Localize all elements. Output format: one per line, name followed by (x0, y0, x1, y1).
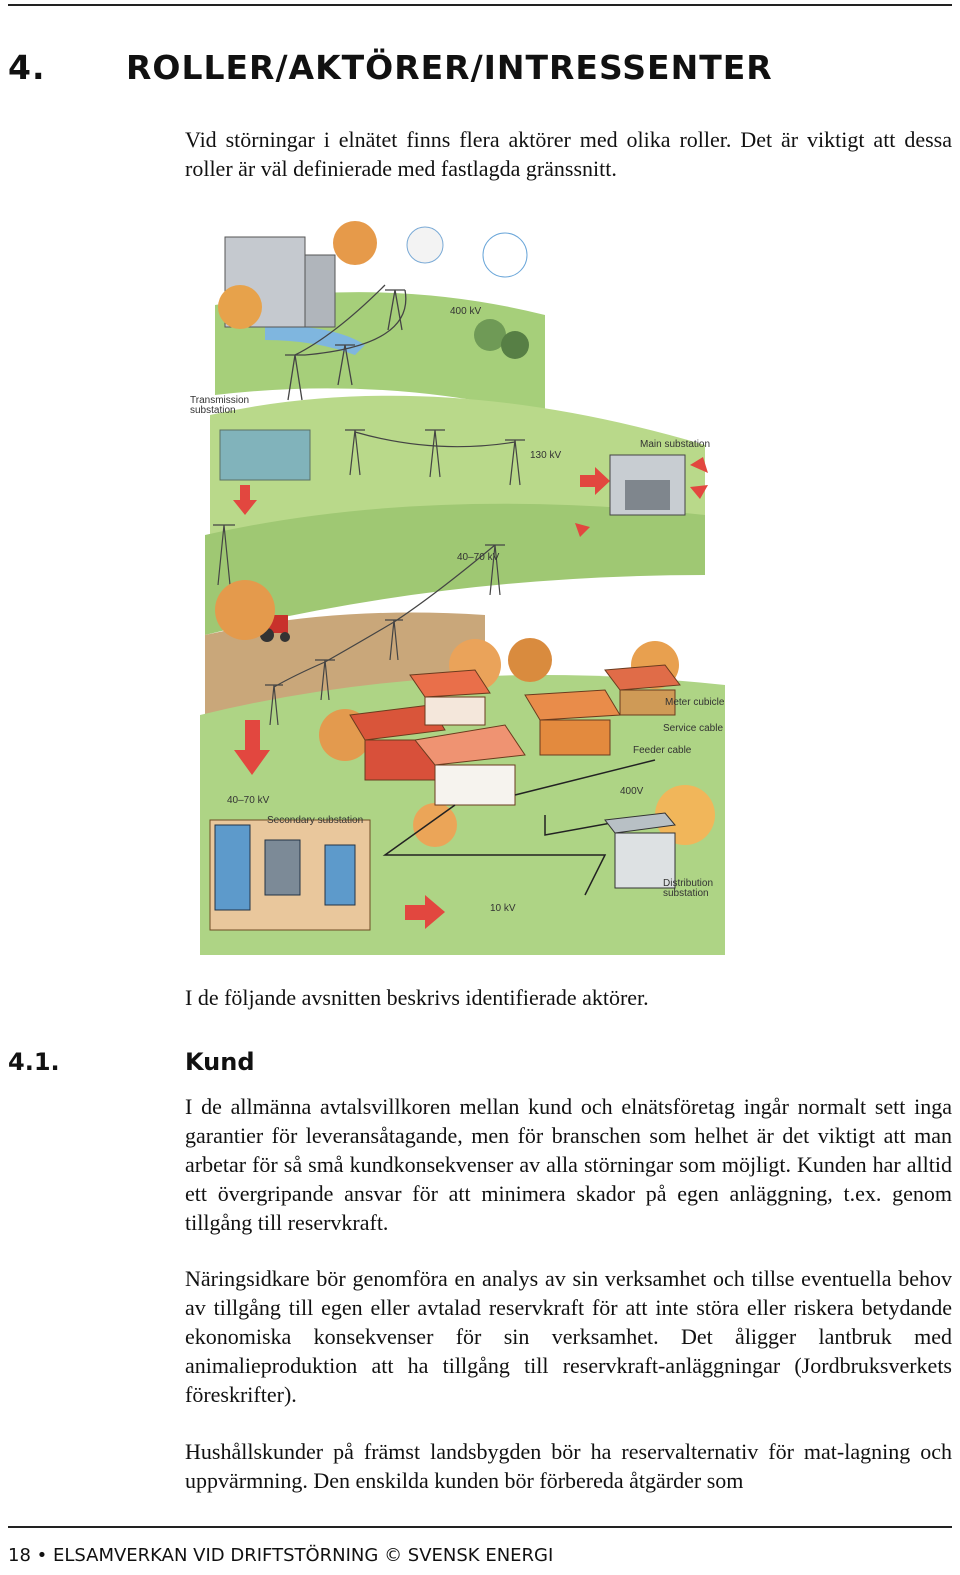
label-40-70kv-line: 40–70 kV (457, 552, 500, 563)
label-service-cable: Service cable (663, 723, 724, 734)
label-feeder-cable: Feeder cable (633, 745, 692, 756)
label-40-70kv-sub: 40–70 kV (227, 795, 270, 806)
paragraph-kund-2: Näringsidkare bör genomföra en analys av sin verksamhet och tillse eventuella behov av tillgång till egen eller avtalad reservkraft för att inte störa eller riskera betydande ekonomiska konsekvenser för sin verksamhet. Det åligger lantbruk med animalieproduktion att ha tillgång till reservkraft-anläggningar (Jordbruksverkets föreskrifter). (185, 1266, 952, 1407)
label-meter-cubicle: Meter cubicle (665, 697, 725, 708)
section-number: 4.1. (8, 1048, 60, 1076)
section-title: Kund (185, 1048, 255, 1076)
label-distribution: Distribution (663, 878, 714, 889)
label-distribution-substation: substation (663, 888, 709, 899)
label-400kv: 400 kV (450, 306, 482, 317)
intro-paragraph: Vid störningar i elnätet finns flera aktörer med olika roller. Det är viktigt att dessa roller är väl definierade med fastlagda gränssnitt. (185, 127, 952, 181)
power-grid-illustration (185, 215, 745, 955)
paragraph-kund-1: I de allmänna avtalsvillkoren mellan kund och elnätsföretag ingår normalt sett inga garantier för leveransåtagande, men för branschen som helhet är det viktigt att man arbetar för så små kundkonsekvenser av alla störningar som möjligt. Kunden har alltid ett övergripande ansvar för att minimera skador på egen anläggning, t.ex. genom tillgång till reservkraft. (185, 1094, 952, 1235)
label-main-substation: Main substation (640, 439, 711, 450)
label-10kv: 10 kV (490, 903, 516, 914)
grid-diagram (185, 215, 745, 955)
label-400v: 400V (620, 786, 644, 797)
label-transmission-substation: substation (190, 405, 236, 416)
chapter-title: ROLLER/AKTÖRER/INTRESSENTER (126, 48, 773, 87)
label-secondary-substation: Secondary substation (267, 815, 364, 826)
top-rule (8, 4, 952, 6)
footer-rule (8, 1526, 952, 1528)
label-transmission: Transmission (190, 395, 250, 406)
chapter-number: 4. (8, 48, 46, 87)
page-footer: 18 • ELSAMVERKAN VID DRIFTSTÖRNING © SVENSK ENERGI (8, 1545, 554, 1566)
following-sentence: I de följande avsnitten beskrivs identifierade aktörer. (185, 985, 649, 1010)
paragraph-kund-3: Hushållskunder på främst landsbygden bör ha reservalternativ för mat-lagning och uppvärmning. Den enskilda kunden bör förbereda åtgärder som (185, 1439, 952, 1493)
label-130kv: 130 kV (530, 450, 562, 461)
